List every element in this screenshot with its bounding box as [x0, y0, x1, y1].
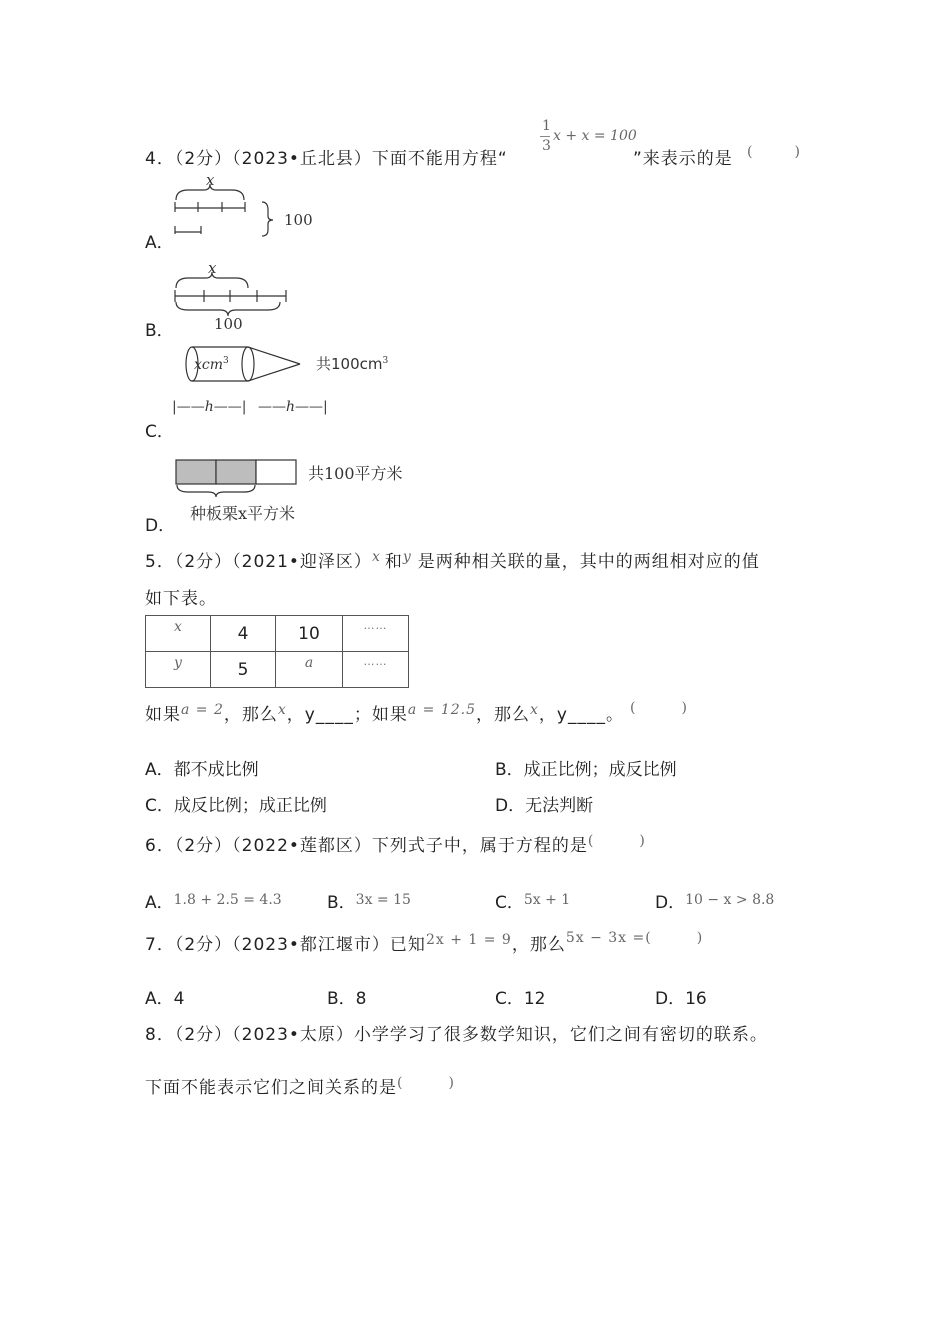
q4-c-cyl: xcm — [194, 357, 224, 373]
q8-line2: 下面不能表示它们之间关系的是( ) — [145, 1075, 455, 1098]
q4-option-c-label[interactable]: C． — [145, 422, 174, 442]
q4-c-h1: |——h——| — [172, 399, 247, 415]
table-cell: 10 — [298, 623, 320, 644]
q5-line1: 5．（2分）（2021•迎泽区）$^x$ 和$^y$ 是两种相关联的量，其中的两组相对应的值 — [145, 549, 760, 572]
q4-d-caption: 种板栗x平方米 — [190, 504, 296, 523]
q4-a-side-brace — [262, 202, 273, 236]
q7-option-b[interactable]: B．8 — [327, 989, 367, 1009]
q4-equation — [540, 118, 636, 162]
table-cell: …… — [363, 618, 388, 632]
table-cell: x — [174, 618, 182, 635]
svg-text:共100cm3 — [316, 355, 389, 373]
q6-option-d[interactable]: D．$^{10 - x > 8.8}$ — [655, 892, 775, 913]
q4-option-c-diagram — [170, 340, 410, 420]
q4-c-total-sup: 3 — [382, 356, 389, 366]
q5-table — [145, 615, 409, 688]
q4-d-total: 共100平方米 — [308, 464, 403, 483]
svg-text:xcm3 — [194, 356, 229, 373]
table-cell: 5 — [237, 659, 249, 680]
q5-option-d[interactable]: D．无法判断 — [495, 796, 594, 816]
q4-eq-rest: x + x = 100 — [553, 128, 637, 144]
q5-option-b[interactable]: B．成正比例；成反比例 — [495, 760, 677, 780]
q4-option-d-diagram — [170, 455, 430, 527]
q4-b-top-brace — [176, 272, 248, 288]
q4-b-bottom: 100 — [214, 315, 243, 333]
q4-c-h2: ——h——| — [258, 399, 328, 415]
q4-tail: ”来表示的是 — [633, 149, 733, 169]
table-cell: …… — [363, 654, 388, 668]
q4-c-sup: 3 — [223, 356, 229, 366]
table-row — [146, 652, 409, 688]
q4-frac-bar — [540, 136, 550, 137]
q4-frac-num: 1 — [542, 118, 551, 134]
table-row — [146, 616, 409, 652]
q4-frac-den: 3 — [542, 138, 551, 154]
q7-option-d[interactable]: D．16 — [655, 989, 707, 1009]
q4-option-a-label[interactable]: A． — [145, 233, 174, 253]
q5-option-c[interactable]: C．成反比例；成正比例 — [145, 796, 327, 816]
q7-stem: 7．（2分）（2023•都江堰市）已知$^{2x + 1 = 9}$，那么$^{5x - 3x =( )}$ — [145, 930, 704, 955]
q4-a-top-brace — [176, 184, 244, 200]
q5-condition: 如果$^{a = 2}$，那么$^x$，y____；如果$^{a = 12.5}$，那么$^x$，y____。 ( ) — [145, 700, 688, 725]
q8-line1: 8．（2分）（2023•太原）小学学习了很多数学知识，它们之间有密切的联系。 — [145, 1025, 768, 1045]
q4-b-bottom-brace — [176, 302, 280, 316]
q4-d-brace — [177, 485, 255, 497]
q5-option-a[interactable]: A．都不成比例 — [145, 760, 259, 780]
table-cell: a — [304, 654, 314, 671]
q5-var-y: y — [402, 549, 412, 565]
q4-option-d-label[interactable]: D． — [145, 516, 176, 536]
q7-option-c[interactable]: C．12 — [495, 989, 546, 1009]
q6-option-b[interactable]: B．$^{3x = 15}$ — [327, 892, 411, 913]
q6-option-c[interactable]: C．$^{5x + 1}$ — [495, 892, 571, 913]
table-cell: 4 — [237, 623, 249, 644]
q5-var-x: x — [371, 549, 381, 565]
table-cell: y — [174, 654, 182, 671]
q4-a-var: x — [206, 171, 215, 189]
q5-line2: 如下表。 — [145, 589, 217, 609]
q4-paren: ( ) — [747, 144, 800, 160]
q4-option-a-diagram — [170, 168, 320, 238]
q4-option-b-diagram — [170, 256, 310, 334]
q4-option-b-label[interactable]: B． — [145, 321, 174, 341]
q6-option-a[interactable]: A．$^{1.8 + 2.5 = 4.3}$ — [145, 892, 282, 913]
q4-b-var: x — [208, 259, 217, 277]
q4-a-side: 100 — [284, 211, 313, 229]
q4-stem: 4．（2分）（2023•丘北县）下面不能用方程“ — [145, 149, 508, 169]
q4-c-total: 共100cm — [316, 355, 383, 373]
q6-stem: 6．（2分）（2022•莲都区）下列式子中，属于方程的是( ) — [145, 833, 646, 856]
q7-option-a[interactable]: A．4 — [145, 989, 185, 1009]
